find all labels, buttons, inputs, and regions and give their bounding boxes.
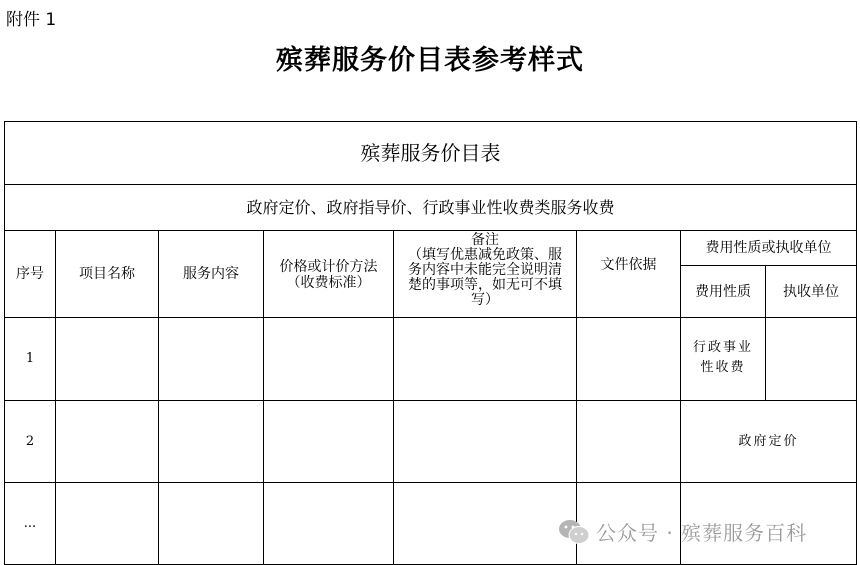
table-subtitle: 政府定价、政府指导价、行政事业性收费类服务收费 bbox=[5, 185, 857, 231]
header-seq: 序号 bbox=[5, 231, 56, 318]
row-price bbox=[264, 483, 394, 565]
document-title: 殡葬服务价目表参考样式 bbox=[276, 45, 584, 76]
header-fee-nature: 费用性质 bbox=[681, 266, 766, 318]
header-price-method: 价格或计价方法 （收费标准） bbox=[264, 231, 394, 318]
row-remark bbox=[394, 318, 577, 401]
header-service-content: 服务内容 bbox=[159, 231, 264, 318]
row-price bbox=[264, 401, 394, 483]
header-collecting-unit: 执收单位 bbox=[766, 266, 857, 318]
watermark bbox=[558, 517, 807, 546]
row-seq: 2 bbox=[5, 401, 56, 483]
attachment-label: 附件 1 bbox=[6, 10, 57, 30]
price-list-table bbox=[4, 121, 857, 565]
header-remark bbox=[394, 231, 577, 318]
row-service-content bbox=[159, 318, 264, 401]
row-service-content bbox=[159, 483, 264, 565]
watermark-text: 公众号 · 殡葬服务百科 bbox=[596, 521, 808, 545]
row-remark bbox=[394, 401, 577, 483]
row-price bbox=[264, 318, 394, 401]
row-seq: 1 bbox=[5, 318, 56, 401]
header-item-name: 项目名称 bbox=[56, 231, 159, 318]
row-item-name bbox=[56, 318, 159, 401]
row-fee-merged: 政府定价 bbox=[681, 401, 857, 483]
row-item-name bbox=[56, 483, 159, 565]
row-item-name bbox=[56, 401, 159, 483]
row-file-basis bbox=[577, 401, 681, 483]
header-file-basis: 文件依据 bbox=[577, 231, 681, 318]
row-remark bbox=[394, 483, 577, 565]
header-fee-group: 费用性质或执收单位 bbox=[681, 231, 857, 266]
row-fee-nature: 行政事业 性收费 bbox=[681, 318, 766, 401]
row-collecting-unit bbox=[766, 318, 857, 401]
row-seq: ... bbox=[5, 483, 56, 565]
table-title: 殡葬服务价目表 bbox=[5, 122, 857, 185]
table-row bbox=[5, 401, 857, 483]
table-row bbox=[5, 318, 857, 401]
row-service-content bbox=[159, 401, 264, 483]
wechat-icon bbox=[558, 519, 590, 545]
header-remark-text: 备注 （填写优惠减免政策、服务内容中未能完全说明清楚的事项等，如无可不填写） bbox=[408, 232, 562, 308]
row-file-basis bbox=[577, 318, 681, 401]
